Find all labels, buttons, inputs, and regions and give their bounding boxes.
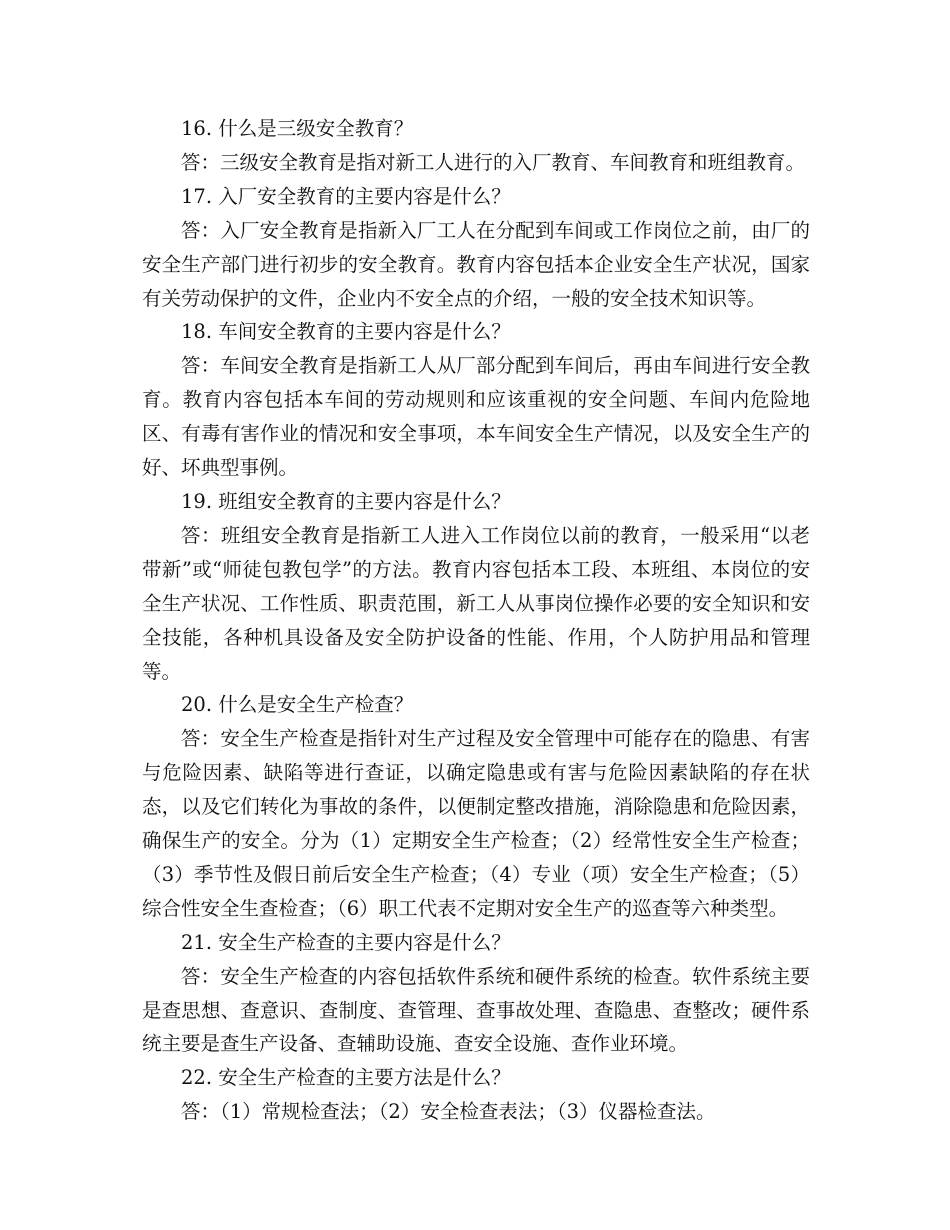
document-body — [142, 112, 810, 1129]
answer-19: 答：班组安全教育是指新工人进入工作岗位以前的教育，一般采用“以老带新”或“师徒包教包学”的方法。教育内容包括本工段、本班组、本岗位的安全生产状况、工作性质、职责范围，新工人从事岗位操作必要的安全知识和安全技能，各种机具设备及安全防护设备的性能、作用，个人防护用品和管理等。 — [142, 523, 810, 683]
answer-18: 答：车间安全教育是指新工人从厂部分配到车间后，再由车间进行安全教育。教育内容包括本车间的劳动规则和应该重视的安全问题、车间内危险地区、有毒有害作业的情况和安全事项，本车间安全生产情况，以及安全生产的好、坏典型事例。 — [142, 354, 810, 480]
answer-21: 答：安全生产检查的内容包括软件系统和硬件系统的检查。软件系统主要是查思想、查意识、查制度、查管理、查事故处理、查隐患、查整改；硬件系统主要是查生产设备、查辅助设施、查安全设施、查作业环境。 — [142, 964, 810, 1056]
question-20: 20. 什么是安全生产检查？ — [181, 693, 414, 717]
question-17: 17. 入厂安全教育的主要内容是什么？ — [181, 184, 511, 208]
question-16: 16. 什么是三级安全教育？ — [181, 117, 414, 140]
question-19: 19. 班组安全教育的主要内容是什么？ — [181, 489, 511, 513]
question-22: 22. 安全生产检查的主要方法是什么？ — [181, 1066, 511, 1090]
answer-17: 答：入厂安全教育是指新入厂工人在分配到车间或工作岗位之前，由厂的安全生产部门进行初步的安全教育。教育内容包括本企业安全生产状况，国家有关劳动保护的文件，企业内不安全点的介绍，一般的安全技术知识等。 — [142, 218, 810, 310]
answer-16: 答：三级安全教育是指对新工人进行的入厂教育、车间教育和班组教育。 — [181, 150, 806, 174]
question-21: 21. 安全生产检查的主要内容是什么？ — [181, 930, 511, 954]
answer-20: 答：安全生产检查是指针对生产过程及安全管理中可能存在的隐患、有害与危险因素、缺陷等进行查证，以确定隐患或有害与危险因素缺陷的存在状态，以及它们转化为事故的条件，以便制定整改措施，消除隐患和危险因素，确保生产的安全。分为（1）定期安全生产检查；（2）经常性安全生产检查；（3）季节性及假日前后安全生产检查；（4）专业（项）安全生产检查；（5）综合性安全生查检查；（6）职工代表不定期对安全生产的巡查等六种类型。 — [142, 727, 810, 920]
answer-22: 答：（1）常规检查法；（2）安全检查表法；（3）仪器检查法。 — [181, 1100, 716, 1124]
question-18: 18. 车间安全教育的主要内容是什么？ — [181, 320, 511, 344]
